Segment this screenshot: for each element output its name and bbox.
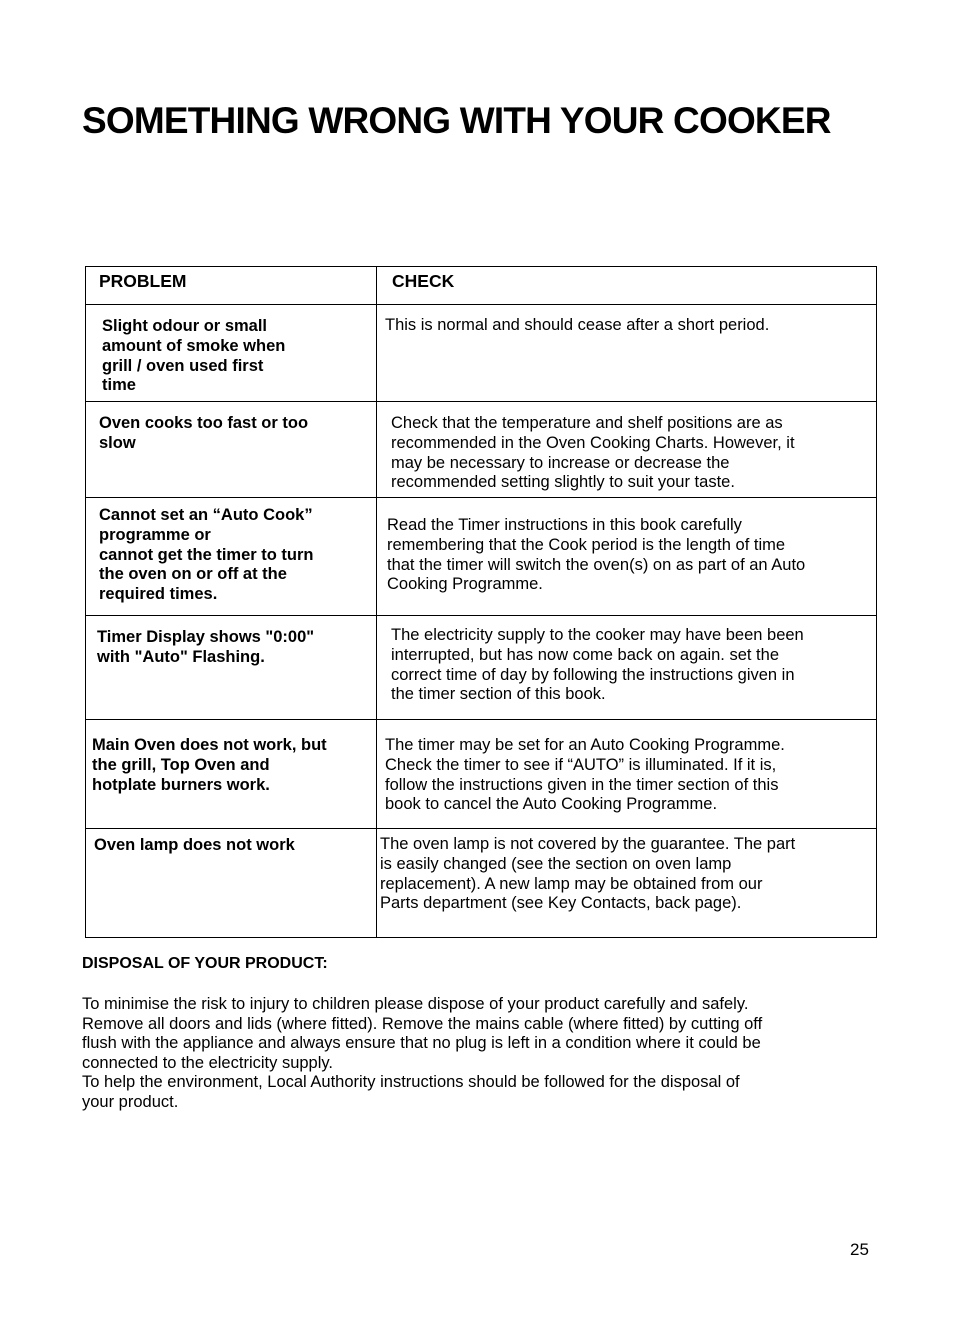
check-cell: This is normal and should cease after a short period. bbox=[385, 316, 770, 334]
page-title: SOMETHING WRONG WITH YOUR COOKER bbox=[82, 100, 831, 141]
check-cell: The timer may be set for an Auto Cooking Programme. Check the timer to see if “AUTO” is illuminated. If it is, follow the instructions given in the timer section of this book to cancel the Auto Cooking Programme. bbox=[385, 736, 785, 814]
table-row bbox=[86, 497, 876, 615]
column-header-check: CHECK bbox=[392, 271, 455, 291]
check-cell: The oven lamp is not covered by the guarantee. The part is easily changed (see the section on oven lamp replacement). A new lamp may be obtained from our Parts department (see Key Contacts, back page). bbox=[380, 835, 796, 913]
table-row bbox=[86, 304, 876, 401]
table-row bbox=[86, 401, 876, 497]
page-number: 25 bbox=[850, 1240, 869, 1259]
table-row bbox=[86, 719, 876, 828]
table-header-row bbox=[86, 267, 876, 304]
check-cell: Check that the temperature and shelf positions are as recommended in the Oven Cooking Charts. However, it may be necessary to increase or decrease the recommended setting slightly to suit your taste. bbox=[391, 414, 795, 492]
disposal-body: To minimise the risk to injury to children please dispose of your product carefully and safely. Remove all doors and lids (where fitted). Remove the mains cable (where fitted) by cutting off flush with the appliance and always ensure that no plug is left in a condition where it could be connected to the electricity supply. To help the environment, Local Authority instructions should be followed for the disposal of your product. bbox=[82, 995, 763, 1111]
table-row bbox=[86, 828, 876, 937]
problem-cell: Oven lamp does not work bbox=[86, 829, 377, 937]
disposal-heading: DISPOSAL OF YOUR PRODUCT: bbox=[82, 955, 328, 972]
problem-cell: Cannot set an “Auto Cook” programme or cannot get the timer to turn the oven on or off at the required times. bbox=[86, 498, 377, 615]
problem-cell: Timer Display shows "0:00" with "Auto" Flashing. bbox=[86, 616, 377, 719]
problem-cell: Main Oven does not work, but the grill, Top Oven and hotplate burners work. bbox=[86, 720, 377, 828]
problem-cell: Oven cooks too fast or too slow bbox=[86, 402, 377, 497]
check-cell: Read the Timer instructions in this book carefully remembering that the Cook period is the length of time that the timer will switch the oven(s) on as part of an Auto Cooking Programme. bbox=[387, 516, 806, 594]
check-cell: The electricity supply to the cooker may have been been interrupted, but has now come back on again. set the correct time of day by following the instructions given in the timer section of this book. bbox=[391, 626, 804, 704]
table-row bbox=[86, 615, 876, 719]
problem-cell: Slight odour or small amount of smoke when grill / oven used first time bbox=[86, 305, 377, 401]
troubleshooting-table bbox=[85, 266, 877, 938]
column-header-problem: PROBLEM bbox=[86, 267, 377, 304]
